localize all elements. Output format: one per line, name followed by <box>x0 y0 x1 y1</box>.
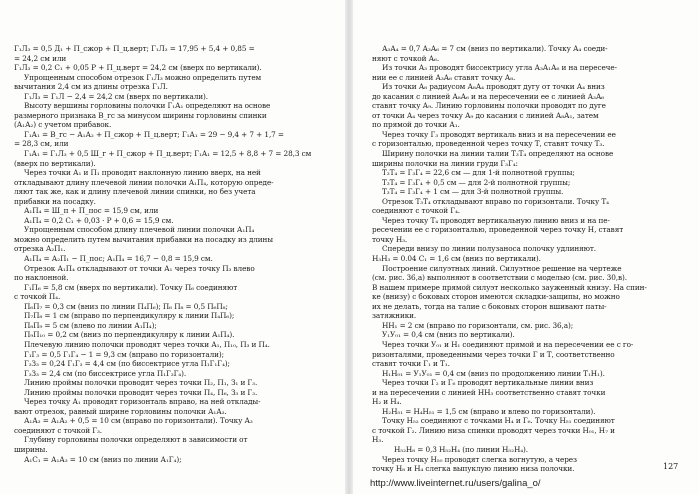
text-line: Г₁Л₃ = 0,2 С₁ + 0,05 Р + П_ц.верт = 24,2 см (вверх по вертикали). <box>14 63 262 73</box>
text-line: ширины полочки на линии груди Г₃Г₄: <box>372 158 518 168</box>
text-line: Г₃З₃ = 2,4 см (по биссектрисе угла П₁Г₃Г₄). <box>24 368 187 378</box>
text-line: Г₁А₁ = В_гс − А₁А₂ + П_сжор + П_ц.верт; Г₁А₁ = 29 − 9,4 + 7 + 1,7 = <box>24 129 284 139</box>
text-line: (А₁А₂) с учетом прибавок. <box>14 120 112 130</box>
text-line: В нашем примере прямой силуэт несколько зауженный книзу. На спин- <box>372 282 647 292</box>
text-line: П₆П₇ = 0,3 см (вниз по линии П₄П₆); П₆ П₈ = 0,5 П₆П₈; <box>24 301 228 311</box>
text-line: Упрощенным способом длину плечевой линии полочки А₁П₄ <box>24 225 255 235</box>
text-line: Ширину полочки на линии талии Т₃Т₄ определяют на основе <box>382 149 614 159</box>
right-page-text <box>372 44 684 474</box>
text-line: вычитания 2,4 см из длины отрезка Г₁Л. <box>14 82 168 92</box>
text-line: Линию проймы полочки проводят через точки П₂, П₁, З₁ и Г₃. <box>24 378 258 388</box>
book-gutter <box>345 0 353 494</box>
text-line: Т₃Т₄ = Г₃Г₄ + 1 см — для 3-й полнотной группы. <box>382 187 564 197</box>
text-line: Н₂Н₅₁ = Н₄Н₅₁ = 1,5 см (вправо и влево по горизонтали). <box>382 406 596 416</box>
text-line: с точкой П₄. <box>14 292 61 302</box>
text-line: от точки А₄ через точку А₉ до касания с линией А₈А₁, затем <box>372 110 599 120</box>
text-line: П₇П₈ = 1 см (вправо по перпендикуляру к линии П₄П₆); <box>24 311 235 321</box>
text-line: ризонталями, проведенными через точки Г и Т, соответственно <box>372 349 615 359</box>
text-line: Г₁Л₃ = 0,5 Д₁ + П_сжор + П_ц.верт; Г₁Л₃ = 17,95 + 5,4 + 0,85 = <box>14 44 255 53</box>
text-line: Г₁Г₃ = 0,5 Г₁Г₄ − 1 = 9,3 см (вправо по горизонтали); <box>24 349 224 359</box>
text-line: их не делать, тогда на талие с боковых сторон вшивают паты- <box>372 301 607 311</box>
text-line: Через точки Г₂ и Г₆ проводят вертикальные линии вниз <box>382 378 594 388</box>
text-line: ставят точки Г₁ и Т₁. <box>372 359 450 369</box>
text-line: по наклонной. <box>14 273 69 283</box>
text-line: Спереди внизу по линии полузаноса полочку удлиняют. <box>382 244 597 254</box>
text-line: Н₃. <box>372 435 384 445</box>
text-line: А₁П₄ = 0,2 С₁ + 0,03 · Р + 0,6 = 15,9 см. <box>24 215 174 225</box>
text-line: точку Н₈ и Н₄ слегка выпуклую линию низа полочки. <box>372 464 575 474</box>
text-line: отрезка А₂П₁. <box>14 244 66 254</box>
text-line: прибавки на посадку. <box>14 196 96 206</box>
text-line: ляют так же, как и длину плечевой линии спинки, но без учета <box>14 187 256 197</box>
text-line: Н₅₂Н₈ = 0,3 Н₅₂Н₄ (по линии Н₅₂Н₄). <box>394 444 529 454</box>
text-line: ресечении ее с горизонталью, проведенной через точку Н, ставят <box>372 225 624 235</box>
text-line: НН₁ = 2 см (вправо по горизонтали, см. рис. 36,а); <box>382 320 574 330</box>
text-line: точку Н₃. <box>372 234 408 244</box>
text-line: = 28,3 см, или <box>14 139 69 149</box>
text-line: Через точку Т₄ проводят вертикальную линию вниз и на пе- <box>382 215 610 225</box>
text-line: А₁П₄ = Ш_п + П_пос = 15,9 см, или <box>24 206 159 216</box>
text-line: Г₁А₁ = Г₁Л₃ + 0,5 Ш_г + П_сжор + П_ц.верт; Г₁А₁ = 12,5 + 8,8 + 7 = 28,3 см <box>24 149 312 159</box>
text-line: ширины. <box>14 444 48 454</box>
text-line: А₁А₃ = А₁А₂ + 0,5 = 10 см (вправо по горизонтали). Точку А₃ <box>24 416 253 426</box>
text-line: Высоту вершины горловины полочки Г₁А₁ определяют на основе <box>24 101 271 111</box>
text-line: Т₃Т₄ = Г₃Г₄ + 0,5 см — для 2-й полнотной группы; <box>382 177 571 187</box>
text-line: Из точки А₈ радиусом А₈А₄ проводят дугу от точки А₄ вниз <box>382 82 605 92</box>
text-line: (вверх по вертикали). <box>14 158 96 168</box>
text-line: П₈П₉ = 5 см (влево по линии А₁П₄); <box>24 320 157 330</box>
text-line: Упрощенным способом отрезок Г₁Л₃ можно определить путем <box>24 72 262 82</box>
text-line: Построение силуэтных линий. Силуэтное решение на чертеже <box>382 263 622 273</box>
text-line: Г₁П₆ = 5,8 см (вверх по вертикали). Точку П₆ соединяют <box>24 282 238 292</box>
text-line: вают отрезок, равный ширине горловины полочки А₁А₃. <box>14 406 227 416</box>
text-line: = 24,2 см или <box>14 53 67 63</box>
text-line: Н₁Н₀₁ = У₁У₀₁ = 0,4 см (вниз по продолжению линии Т₁Н₁). <box>382 368 605 378</box>
text-line: Отрезок Т₃Т₄ откладывают вправо по горизонтали. Точку Т₄ <box>382 196 609 206</box>
left-page-text <box>14 44 332 464</box>
page-number: 127 <box>663 462 679 471</box>
text-line: с горизонталью, проведенной через точку Т, ставят точку Т₃. <box>372 139 605 149</box>
text-line: соединяют с точкой Г₃. <box>14 425 103 435</box>
text-line: Плечевую линию полочки проводят через точки А₁, П₁₀, П₃ и П₄. <box>24 339 270 349</box>
text-line: Через точки У₀₁ и Н₁ соединяют прямой и на пересечении ее с го- <box>382 339 634 349</box>
text-line: Через точку Н₅₀ проводят слегка вогнутую, а через <box>382 454 577 464</box>
watermark-url[interactable]: http://www.liveinternet.ru/users/galina_o/ <box>370 478 541 489</box>
text-line: (см. рис. 36,а) выполняют в соответствии с моделью (см. рис. 30,в). <box>372 273 627 283</box>
text-line: ке (внизу) с боковых сторон имеются складки-защипы, но можно <box>372 292 620 302</box>
text-line: откладывают длину плечевой линии полочки А₁П₄, которую опреде- <box>14 177 274 187</box>
text-line: соединяют с точкой Г₄. <box>372 206 461 216</box>
text-line: нии ее с линией А₃А₆ ставят точку А₈. <box>372 72 516 82</box>
text-line: Через точку Г₃ проводят вертикаль вниз и на пересечении ее <box>382 129 616 139</box>
text-line: затяжники. <box>372 311 417 321</box>
text-line: Т₃Т₄ = Г₃Г₄ = 22,6 см — для 1-й полнотной группы; <box>382 168 575 178</box>
text-line: размерного признака В_гс за минусом ширины горловины спинки <box>14 110 267 120</box>
text-line: Из точки А₃ проводят биссектрису угла А₃А₁А₆ и на пересече- <box>382 63 617 73</box>
text-line: няют с точкой А₆. <box>372 53 440 63</box>
text-line: с точкой Г₂. Линию низа спинки проводят через точки Н₀₁, Н₇ и <box>372 425 615 435</box>
text-line: Г₁Л₃ = Г₁Л − 2,4 = 24,2 см (вверх по вертикали). <box>24 91 208 101</box>
text-line: до касания с линией А₈А₆ и на пересечении ее с линией А₃А₆ <box>372 91 605 101</box>
text-line: можно определить путем вычитания прибавки на посадку из длины <box>14 234 274 244</box>
text-line: Г₃З₃ = 0,24 Г₁Г₃ = 4,4 см (по биссектрисе угла П₁Г₁Г₄); <box>24 359 230 369</box>
text-line: Глубину горловины полочки определяют в зависимости от <box>24 435 248 445</box>
text-line: Через точку А₁ проводят горизонталь вправо, на ней отклады- <box>24 397 261 407</box>
text-line: по прямой до точки А₁. <box>372 120 460 130</box>
text-line: и на пересечении с линией НН₃ соответственно ставят точки <box>372 387 606 397</box>
text-line: У₁У₀₁ = 0,4 см (вниз по вертикали). <box>382 330 515 340</box>
text-line: А₁С₁ = А₁А₃ = 10 см (вниз по линии А₁Г₄); <box>24 454 182 464</box>
text-line: Отрезок А₁П₄ откладывают от точки А₁ через точку П₃ влево <box>24 263 255 273</box>
text-line: А₁П₄ = А₂П₁ − П_пос; А₁П₄ = 16,7 − 0,8 = 15,9 см. <box>24 254 213 264</box>
text-line: П₉П₁₀ = 0,2 см (вниз по перпендикуляру к линии А₁П₄). <box>24 330 235 340</box>
text-line: Н₃Н₃ = 0.04 С₁ = 1,6 см (вниз по вертикали). <box>372 254 541 264</box>
text-line: Линию проймы полочки проводят через точки П₄, П₆, З₃ и Г₃. <box>24 387 258 397</box>
text-line: А₃А₄ = 0,7 А₃А₆ = 7 см (вниз по вертикали). Точку А₄ соеди- <box>382 44 608 53</box>
text-line: Точку Н₅₂ соединяют с точками Н₄ и Г₆. Точку Н₅₁ соединяют <box>382 416 615 426</box>
text-line: Н₂ и Н₄. <box>372 397 402 407</box>
text-line: Через точки А₁ и П₁ проводят наклонную линию вверх, на ней <box>24 168 261 178</box>
text-line: ставят точку А₉. Линию горловины полочки проводят по дуге <box>372 101 606 111</box>
